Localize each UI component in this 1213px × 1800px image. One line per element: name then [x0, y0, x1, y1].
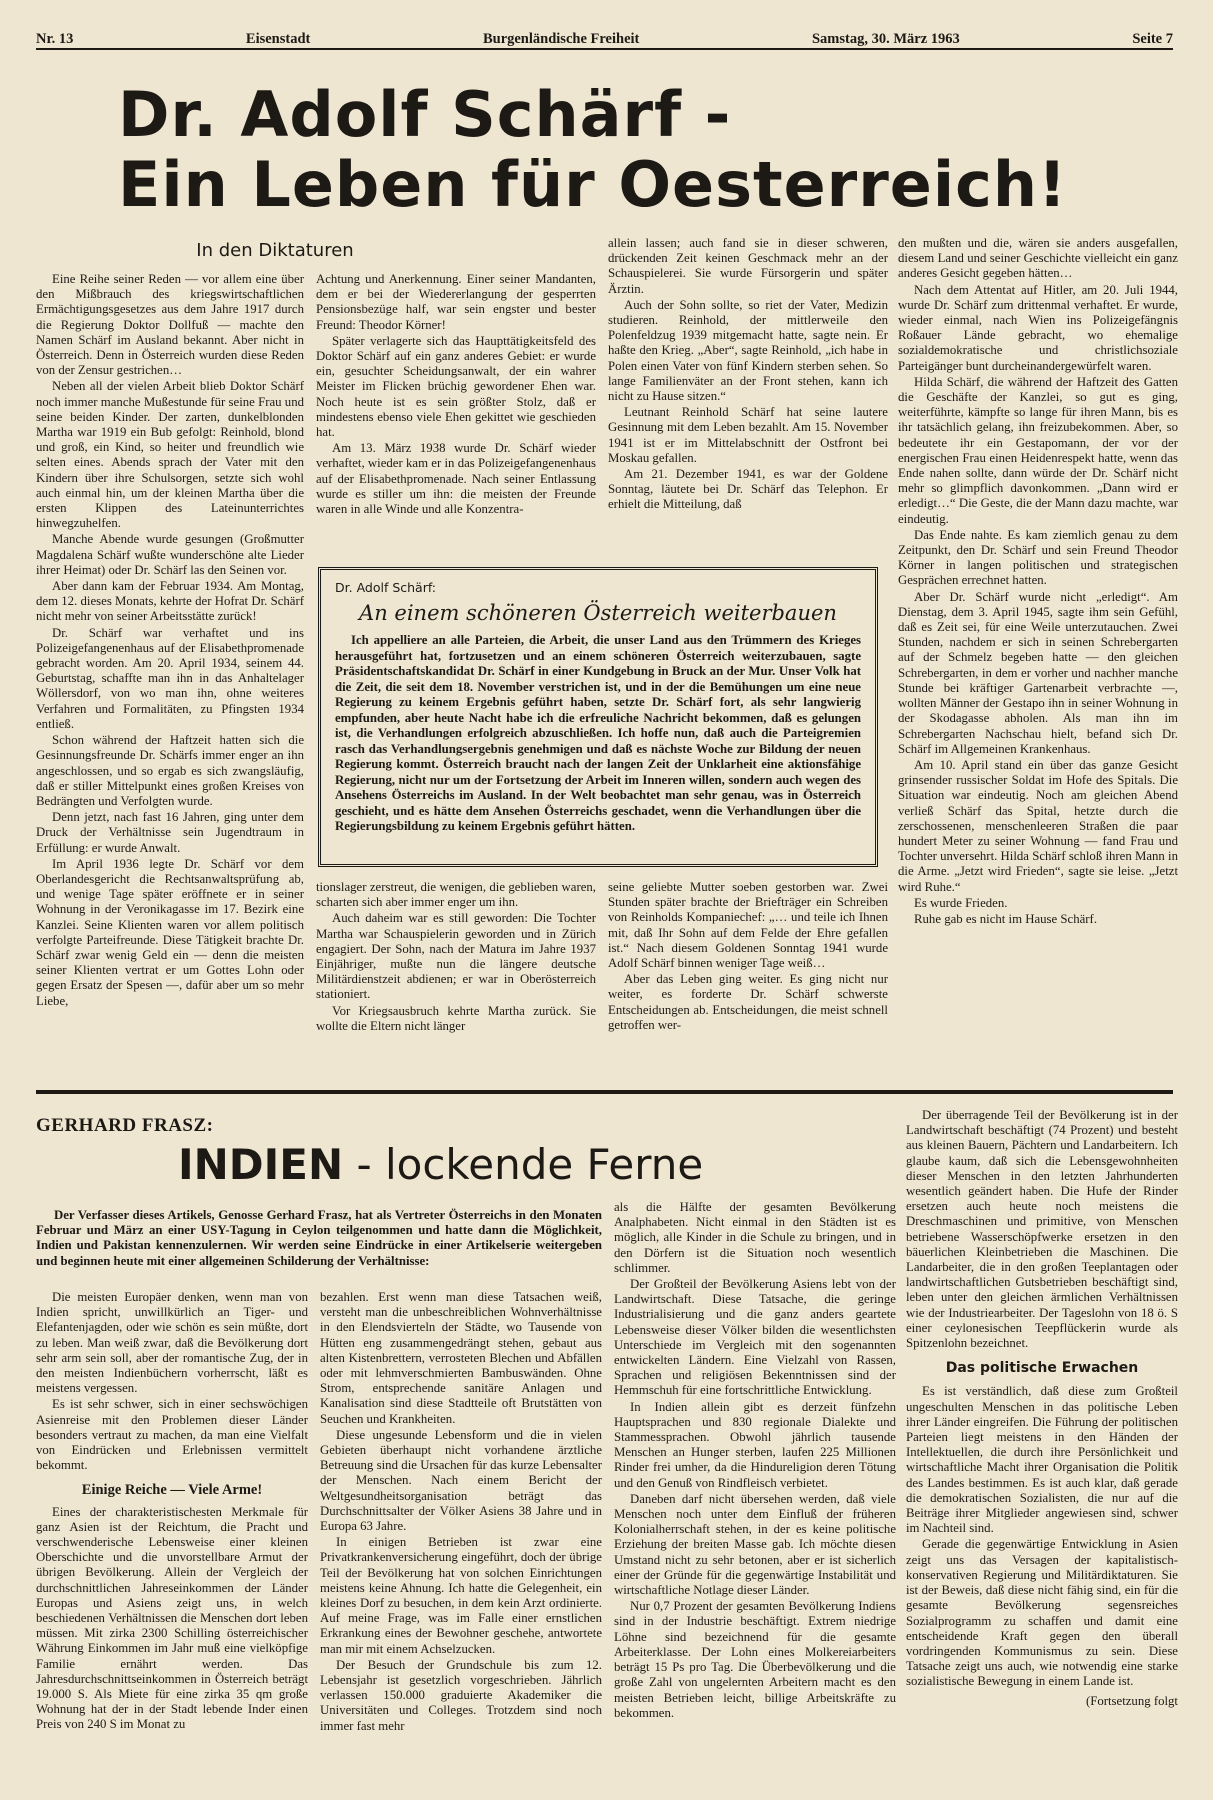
paragraph: Es wurde Frieden.: [914, 895, 1008, 910]
paragraph: tionslager zerstreut, die wenigen, die geblieben waren, scharten sich aber immer enger um ihn.: [316, 880, 596, 910]
article2-subheading-2: Das politische Erwachen: [945, 1360, 1139, 1377]
article2-column-1: [36, 1290, 308, 1785]
paragraph: Am 21. Dezember 1941, es war der Goldene Sonntag, läutete bei Dr. Schärf das Telephon. Er erhielt die Mitteilung, daß: [608, 467, 888, 512]
paragraph: Manche Abende wurde gesungen (Großmutter Magdalena Schärf wußte wunderschöne alte Lieder ihrer Heimat) oder Dr. Schärf las den Seinen vor.: [36, 532, 304, 577]
quote-box-label: Dr. Adolf Schärf:: [335, 580, 437, 595]
paragraph: Vor Kriegsausbruch kehrte Martha zurück. Sie wollte die Eltern nicht länger: [316, 1003, 596, 1033]
paragraph: Der Großteil der Bevölkerung Asiens lebt von der Landwirtschaft. Diese Tatsache, die geringe Industrialisierung und die ganz anders geartete Lebensweise dieser Völker bilden die wesentlichsten Unterschiede im Vergleich mit den sogenannten entwickelten Ländern. Eine Vielzahl von Rassen, Sprachen und religiösen Bekenntnissen sind der Hemmschuh für eine fortschrittliche Entwicklung.: [614, 1277, 896, 1398]
paragraph: seine geliebte Mutter soeben gestorben war. Zwei Stunden später brachte der Briefträger ein Schreiben von Reinholds Kompaniechef: „… und teile ich Ihnen mit, daß Ihr Sohn auf dem Felde der Ehre gefallen ist.“ Nach diesem Goldenen Sonntag 1941 wurde Adolf Schärf binnen weniger Tage weiß…: [608, 880, 888, 971]
paragraph: Leutnant Reinhold Schärf hat seine lautere Gesinnung mit dem Leben bezahlt. Am 15. November 1941 ist er im Mittelabschnitt der Ostfront bei Moskau gefallen.: [608, 405, 888, 465]
paragraph: Aber Dr. Schärf wurde nicht „erledigt“. Am Dienstag, dem 3. April 1945, sagte ihm sein Gefühl, daß es Zeit sei, für eine Weile unterzutauchen. Zwei Stunden, nachdem er sich in seinen Schrebergarten auf der Schmelz begeben hatte — den gleichen Schrebergarten, in dem er vorher und nachher manche Stunde bei kräftiger Gartenarbeit verbrachte —, wollten Männer der Gestapo ihn in seiner Wohnung in der Skodagasse abholen. Als man ihn im Schrebergarten Nachschau hielt, befand sich Dr. Schärf im Allgemeinen Krankenhaus.: [898, 589, 1178, 756]
paragraph: Neben all der vielen Arbeit blieb Doktor Schärf noch immer manche Mußestunde für seine Frau und seine beiden Kinder. Der zarten, dunkelblonden Martha war 1919 ein Bub gefolgt: Reinhold, blond und groß, ein Kind, so heiter und freundlich wie selten eines. Abends sprach der Vater mit den Kindern über ihre Schulsorgen, setzte sich wohl auch einmal hin, um der kleinen Martha über die ersten Klippen des Lateinunterrichtes hinwegzuhelfen.: [36, 379, 304, 531]
article1-column-1: [36, 272, 304, 1080]
headline-rest: - lockende Ferne: [343, 1140, 704, 1189]
paragraph: Achtung und Anerkennung. Einer seiner Mandanten, dem er bei der Wiedererlangung der gesperrten Pensionsbezüge half, war sein engster und bester Freund: Theodor Körner!: [316, 272, 596, 332]
paragraph: Gerade die gegenwärtige Entwicklung in Asien zeigt uns das Versagen der kapitalistisch-konservativen Regierung und Militärdiktaturen. Sie ist der Beweis, daß diese nicht fähig sind, ein für die gesamte Bevölkerung segensreiches Sozialprogramm zu schaffen und damit eine entscheidende Kraft gegen den überall vordringenden Kommunismus zu sein. Diese Tatsache zeigt uns auch, wie notwendig eine starke sozialistische Bewegung in einem Lande ist.: [906, 1537, 1178, 1689]
paragraph: Diese ungesunde Lebensform und die in vielen Gebieten überhaupt nicht vorhandene ärztliche Betreuung sind die Ursachen für das kurze Lebensalter der Menschen. Nach einem Bericht der Weltgesundheitsorganisation beträgt das Durchschnittsalter der Völker Asiens 38 Jahre und in Europa 63 Jahre.: [320, 1427, 602, 1534]
article1-subheading: In den Diktaturen: [196, 240, 354, 261]
paragraph: Eine Reihe seiner Reden — vor allem eine über den Mißbrauch des kriegswirtschaftlichen Ermächtigungsgesetzes aus dem Jahre 1917 durch die Regierung Doktor Dollfuß — machte den Namen Schärf im Ausland bekannt. Aber nicht in Österreich. Denn in Österreich wurden diese Reden von der Zensur gestrichen…: [36, 272, 304, 378]
paragraph: Daneben darf nicht übersehen werden, daß viele Menschen noch unter dem Einfluß der früheren Kolonialherrschaft stehen, in der es keine politische Erziehung der breiten Masse gab. Ich möchte diesen Umstand nicht zu sehr betonen, aber er ist sicherlich einer der Gründe für die gegenwärtige Instabilität und wirtschaftliche Notlage dieser Länder.: [614, 1491, 896, 1598]
paragraph: In Indien allein gibt es derzeit fünfzehn Hauptsprachen und 830 regionale Dialekte und Stammessprachen. Obwohl jährlich tausende Menschen an Hunger sterben, laufen 225 Millionen Rinder frei umher, da die Hindureligion deren Tötung und den Genuß von Rindfleisch verbietet.: [614, 1399, 896, 1490]
article1-column-2b: [316, 880, 596, 1080]
paragraph: Es ist verständlich, daß diese zum Großteil ungeschulten Menschen in das politische Leben ihrer Länder eingreifen. Die Führung der politischen Parteien liegt meistens in den Händen der Intellektuellen, die durch ihre Persönlichkeit und wirtschaftliche Macht ihrer Organisation die Politik des Landes bestimmen. Es ist auch klar, daß gerade die demokratischen Sozialisten, die nur auf die Beiträge ihrer Mitglieder angewiesen sind, schwer im Nachteil sind.: [906, 1384, 1178, 1536]
paragraph: Auch daheim war es still geworden: Die Tochter Martha war Schauspielerin geworden und in Zürich engagiert. Der Sohn, nach der Matura im Jahre 1937 Einjähriger, mußte nun die längere deutsche Militärdienstzeit abdienen; er war in Oberösterreich stationiert.: [316, 911, 596, 1002]
paragraph: Am 10. April stand ein über das ganze Gesicht grinsender russischer Soldat im Hofe des Spitals. Die Situation war eindeutig. Noch am gleichen Abend verließ Schärf das Spital, hetzte durch die zerschossenen, menschenleeren Straßen die paar hundert Meter zu seiner Wohnung — fand Frau und Tochter unversehrt. Hilda Schärf schloß ihren Mann in die Arme. „Jetzt wird Frieden“, sagte sie leise. „Jetzt wird Ruhe.“: [898, 757, 1178, 894]
article2-column-4: [906, 1108, 1178, 1788]
headline-line-1: Dr. Adolf Schärf -: [118, 78, 732, 151]
paragraph: Dr. Schärf war verhaftet und ins Polizeigefangenenhaus auf der Elisabethpromenade gebracht worden. Am 20. April 1934, seinem 44. Geburtstag, schaffte man ihn in das Anhaltelager Wöllersdorf, von wo man ihn, ohne weiteres Verfahren und Formalitäten, zu Pfingsten 1934 entließ.: [36, 625, 304, 731]
quote-box: [318, 567, 878, 867]
paragraph: Die meisten Europäer denken, wenn man von Indien spricht, unwillkürlich an Tiger- und Elefantenjagden, oder wie schön es sein müßte, dort zu leben. Man weiß zwar, daß die Bevölkerung dort sehr arm sein soll, aber der romantische Zug, der in den meisten Indienbüchern vorherrscht, läßt es meistens vergessen.: [36, 1290, 308, 1396]
paragraph: bezahlen. Erst wenn man diese Tatsachen weiß, versteht man die unbeschreiblichen Wohnverhältnisse in den Elendsvierteln der Städte, wo Tausende von Hütten eng zusammengedrängt stehen, gebaut aus alten Kistenbrettern, verrosteten Blechen und Abfällen oder mit lehmverschmierten Bambuswänden. Ohne Strom, entsprechende sanitäre Anlagen und Kanalisation sind diese Stadtteile oft Brutstätten von Seuchen und Krankheiten.: [320, 1290, 602, 1426]
paragraph: Am 13. März 1938 wurde Dr. Schärf wieder verhaftet, wieder kam er in das Polizeigefangenenhaus auf der Elisabethpromenade. Nach seiner Entlassung wurde es stiller um ihn: die meisten der Freunde waren in alle Winde und alle Konzentra-: [316, 441, 596, 517]
article2-author: GERHARD FRASZ:: [36, 1115, 214, 1136]
article2-subheading-1: Einige Reiche — Viele Arme!: [81, 1482, 263, 1499]
paragraph: Der Besuch der Grundschule bis zum 12. Lebensjahr ist gesetzlich vorgeschrieben. Jährlich verlassen 150.000 graduierte Akademiker die Universitäten und Colleges. Trotzdem sind noch immer fast mehr: [320, 1657, 602, 1733]
page-number: Seite 7: [1132, 31, 1173, 47]
paragraph: Nach dem Attentat auf Hitler, am 20. Juli 1944, wurde Dr. Schärf zum drittenmal verhaftet. Er wurde, wieder einmal, nach Wien ins Polizeigefängnis Roßauer Lände gebracht, wo ehemalige sozialdemokratische und christlichsoziale Parteigänger bunt durcheinandergewürfelt waren.: [898, 282, 1178, 373]
paragraph: Aber das Leben ging weiter. Es ging nicht nur weiter, es forderte Dr. Schärf schwerste Entscheidungen ab. Entscheidungen, die meist schnell getroffen wer-: [608, 972, 888, 1032]
paragraph: den mußten und die, wären sie anders ausgefallen, diesem Land und seiner Geschichte vielleicht ein ganz anderes Gesicht gegeben hätten…: [898, 236, 1178, 281]
article1-column-3b: [608, 880, 888, 1080]
article1-column-2: [316, 272, 596, 557]
quote-box-title: An einem schöneren Österreich weiterbauen: [359, 601, 837, 625]
paragraph: Auch der Sohn sollte, so riet der Vater, Medizin studieren. Reinhold, der mittlerweile den Polenfeldzug 1939 mitgemacht hatte, sagte nein. Er haßte den Krieg. „Aber“, sagte Reinhold, „ich habe in Polen einen Vater von fünf Kindern sterben sehen. So lange Familienväter an der Front stehen, kann ich nicht zu Hause sitzen.“: [608, 297, 888, 404]
paragraph: als die Hälfte der gesamten Bevölkerung Analphabeten. Nicht einmal in den Städten ist es möglich, alle Kinder in die Schule zu bringen, und in den Dörfern ist die Situation noch wesentlich schlimmer.: [614, 1200, 896, 1275]
article1-column-4: [898, 236, 1178, 1082]
paragraph: allein lassen; auch fand sie in dieser schweren, drückenden Zeit keinen Geschmack mehr an der Schauspielerei. Sie wurde Fürsorgerin und später Ärztin.: [608, 236, 888, 296]
page-header: [36, 26, 1173, 48]
paragraph: Nur 0,7 Prozent der gesamten Bevölkerung Indiens sind in der Industrie beschäftigt. Extrem niedrige Löhne sind bezeichnend für die gesamte Arbeiterklasse. Der Lohn eines Molkereiarbeiters beträgt 15 Ps pro Tag. Die Überbevölkerung und die große Zahl von ungelernten Arbeitern macht es den meisten Betrieben leicht, billige Arbeitskräfte zu bekommen.: [614, 1599, 896, 1720]
city: Eisenstadt: [245, 31, 311, 47]
paragraph: Ruhe gab es nicht im Hause Schärf.: [914, 911, 1098, 926]
article1-column-3: [608, 236, 888, 558]
article2-column-2: [320, 1290, 602, 1785]
paragraph: Es ist sehr schwer, sich in einer sechswöchigen Asienreise mit den Problemen dieser Länder besonders vertraut zu machen, da man eine Vielfalt von Eindrücken und Erlebnissen vermittelt bekommt.: [36, 1397, 308, 1473]
paragraph: Im April 1936 legte Dr. Schärf vor dem Oberlandesgericht die Rechtsanwaltsprüfung ab, und wenige Tage später eröffnete er in seiner Wohnung in der Veronikagasse im 17. Bezirk eine Kanzlei. Seine Klienten waren vor allem politisch verfolgte Parteifreunde. Diese Tätigkeit brachte Dr. Schärf zwar wenig Geld ein — denn die meisten seiner Klienten vertrat er um Gottes Lohn oder gegen Ersatz der Spesen —, dafür aber um so mehr Liebe,: [36, 856, 304, 1008]
paragraph: In einigen Betrieben ist zwar eine Privatkrankenversicherung eingeführt, doch der übrige Teil der Bevölkerung hat von solchen Einrichtungen meistens keine Ahnung. Ich hatte die Gelegenheit, ein kleines Dorf zu besuchen, in dem kein Arzt ordinierte. Auf meine Frage, was im Falle einer ernstlichen Erkrankung eines der Bewohner geschehe, antwortete man mir mit einem Achselzucken.: [320, 1535, 602, 1656]
headline-line-2: Ein Leben für Oesterreich!: [118, 148, 1068, 221]
paragraph: Eines der charakteristischesten Merkmale für ganz Asien ist der Reichtum, die Pracht und verschwenderische Lebensweise einer kleinen Oberschichte und die unvorstellbare Armut der übrigen Bevölkerung. Allein der Vergleich der durchschnittlichen Jahreseinkommen der Länder Europas und Asiens zeigt uns, in welch beschiedenen Verhältnissen die Menschen dort leben müssen. Mit zirka 2300 Schilling österreichischer Währung Einkommen im Jahr muß eine vielköpfige Familie ernährt werden. Das Jahresdurchschnittseinkommen in Österreich beträgt 19.000 S. Als Miete für eine zirka 35 qm große Wohnung hat der in der Stadt lebende Inder einen Preis von 240 S im Monat zu: [36, 1504, 308, 1732]
paragraph: Denn jetzt, nach fast 16 Jahren, ging unter dem Druck der Verhältnisse sein Jugendtraum in Erfüllung: er wurde Anwalt.: [36, 810, 304, 855]
issue-date: Samstag, 30. März 1963: [811, 31, 960, 47]
header-rule: [36, 48, 1173, 50]
paragraph: Der überragende Teil der Bevölkerung ist in der Landwirtschaft beschäftigt (74 Prozent) und besteht aus kleinen Bauern, Pächtern und Landarbeitern. Ich glaube kaum, daß sich die Lebensgewohnheiten dieser Menschen in den letzten Jahrhunderten wesentlich geändert haben. Die Hufe der Rinder ersetzen auch heute noch meistens die Dreschmaschinen und primitive, von Menschen betriebene Wasserschöpfwerke ersetzen in den bäuerlichen Kleinbetrieben die Maschinen. Die Landarbeiter, die in den großen Teeplantagen oder landwirtschaftlichen Gutsbetrieben beschäftigt sind, leben unter den gleichen ärmlichen Verhältnissen wie der Industriearbeiter. Der Tageslohn von 18 ö. S einer ceylonesischen Teepflückerin wurde als Spitzenlohn bezeichnet.: [906, 1108, 1178, 1351]
paragraph: Hilda Schärf, die während der Haftzeit des Gatten die Geschäfte der Kanzlei, so gut es ging, weiterführte, kämpfte so lange für ihren Mann, bis es ihr tatsächlich gelang, ihn freizubekommen. Aber, so bedeutete ihr ein Gestapomann, der vor der energischen Frau einen Heidenrespekt hatte, wenn das Ende nahen sollte, dann würde der Dr. Schärf nicht mehr so glimpflich davonkommen. „Dann wird er erledigt…“ Die Geste, die der Mann dazu machte, war eindeutig.: [898, 374, 1178, 526]
continued-note: (Fortsetzung folgt: [1085, 1693, 1178, 1708]
paragraph: Das Ende nahte. Es kam ziemlich genau zu dem Zeitpunkt, den Dr. Schärf und sein Freund Theodor Körner in langen politischen und strategischen Gesprächen errechnet hatten.: [898, 527, 1178, 588]
paragraph: Später verlagerte sich das Haupttätigkeitsfeld des Doktor Schärf auf ein ganz anderes Gebiet: er wurde ein, gesuchter Scheidungsanwalt, der ein wahrer Meister im Flicken brüchig gewordener Ehen war. Noch heute ist es sein größter Stolz, daß er mindestens ebenso viele Ehen gekittet wie geschieden hat.: [316, 333, 596, 440]
quote-box-text: Ich appelliere an alle Parteien, die Arbeit, die unser Land aus den Trümmern des Krieges herausgeführt hat, fortzusetzen und an einem schöneren Österreich weiterzubauen, sagte Präsidentschaftskandidat Dr. Schärf in einer Kundgebung in Bruck an der Mur. Unser Volk hat die Zeit, die seit dem 18. November verstrichen ist, und in der die Bemühungen um eine neue Regierung zu keinem Ergebnis geführt haben, setzte Dr. Schärf fort, als sehr langwierig empfunden, aber heute Nacht habe ich die erfreuliche Nachricht bekommen, daß es gelungen ist, die Verhandlungen erfolgreich abzuschließen. Ich hoffe nun, daß auch die Parteigremien rasch das Verhandlungsergebnis genehmigen und daß es nächste Woche zur Bildung der neuen Regierung kommt. Österreich braucht nach der langen Zeit der Unklarheit eine aktionsfähige Regierung, nicht nur um der Fortsetzung der Arbeit im Inneren willen, sondern auch wegen des Ansehens Österreichs im Ausland. In der Welt beobachtet man sehr genau, was in Österreich geschieht, und es hätte dem Ansehen Österreichs geschadet, wenn die Verhandlungen über die Regierungsbildung zu keinem Ergebnis geführt hätten.: [335, 633, 861, 833]
newspaper-name: Burgenländische Freiheit: [482, 31, 640, 47]
article2-column-3: [614, 1200, 896, 1785]
headline-strong: INDIEN: [178, 1140, 344, 1189]
paragraph: Schon während der Haftzeit hatten sich die Gesinnungsfreunde Dr. Schärfs immer enger an ihn angeschlossen, und so ergab es sich zwangsläufig, daß er stiller Mittelpunkt eines großen Kreises von Bedrängten und Verfolgten wurde.: [36, 733, 304, 808]
issue-number: Nr. 13: [36, 31, 74, 47]
article2-intro: Der Verfasser dieses Artikels, Genosse Gerhard Frasz, hat als Vertreter Österreichs in den Monaten Februar und März an einer USY-Tagung in Ceylon teilgenommen und hatte dann die Möglichkeit, Indien und Pakistan kennenzulernen. Wir werden seine Eindrücke in einer Artikelserie weitergeben und beginnen heute mit einer allgemeinen Schilderung der Verhältnisse:: [36, 1208, 602, 1268]
article1-headline: [118, 80, 1108, 220]
article2-headline: [178, 1140, 703, 1189]
paragraph: Aber dann kam der Februar 1934. Am Montag, dem 12. dieses Monats, kehrte der Hofrat Dr. Schärf nicht mehr von seiner Arbeitsstätte zurück!: [36, 579, 304, 624]
article-separator-rule: [36, 1090, 1173, 1094]
